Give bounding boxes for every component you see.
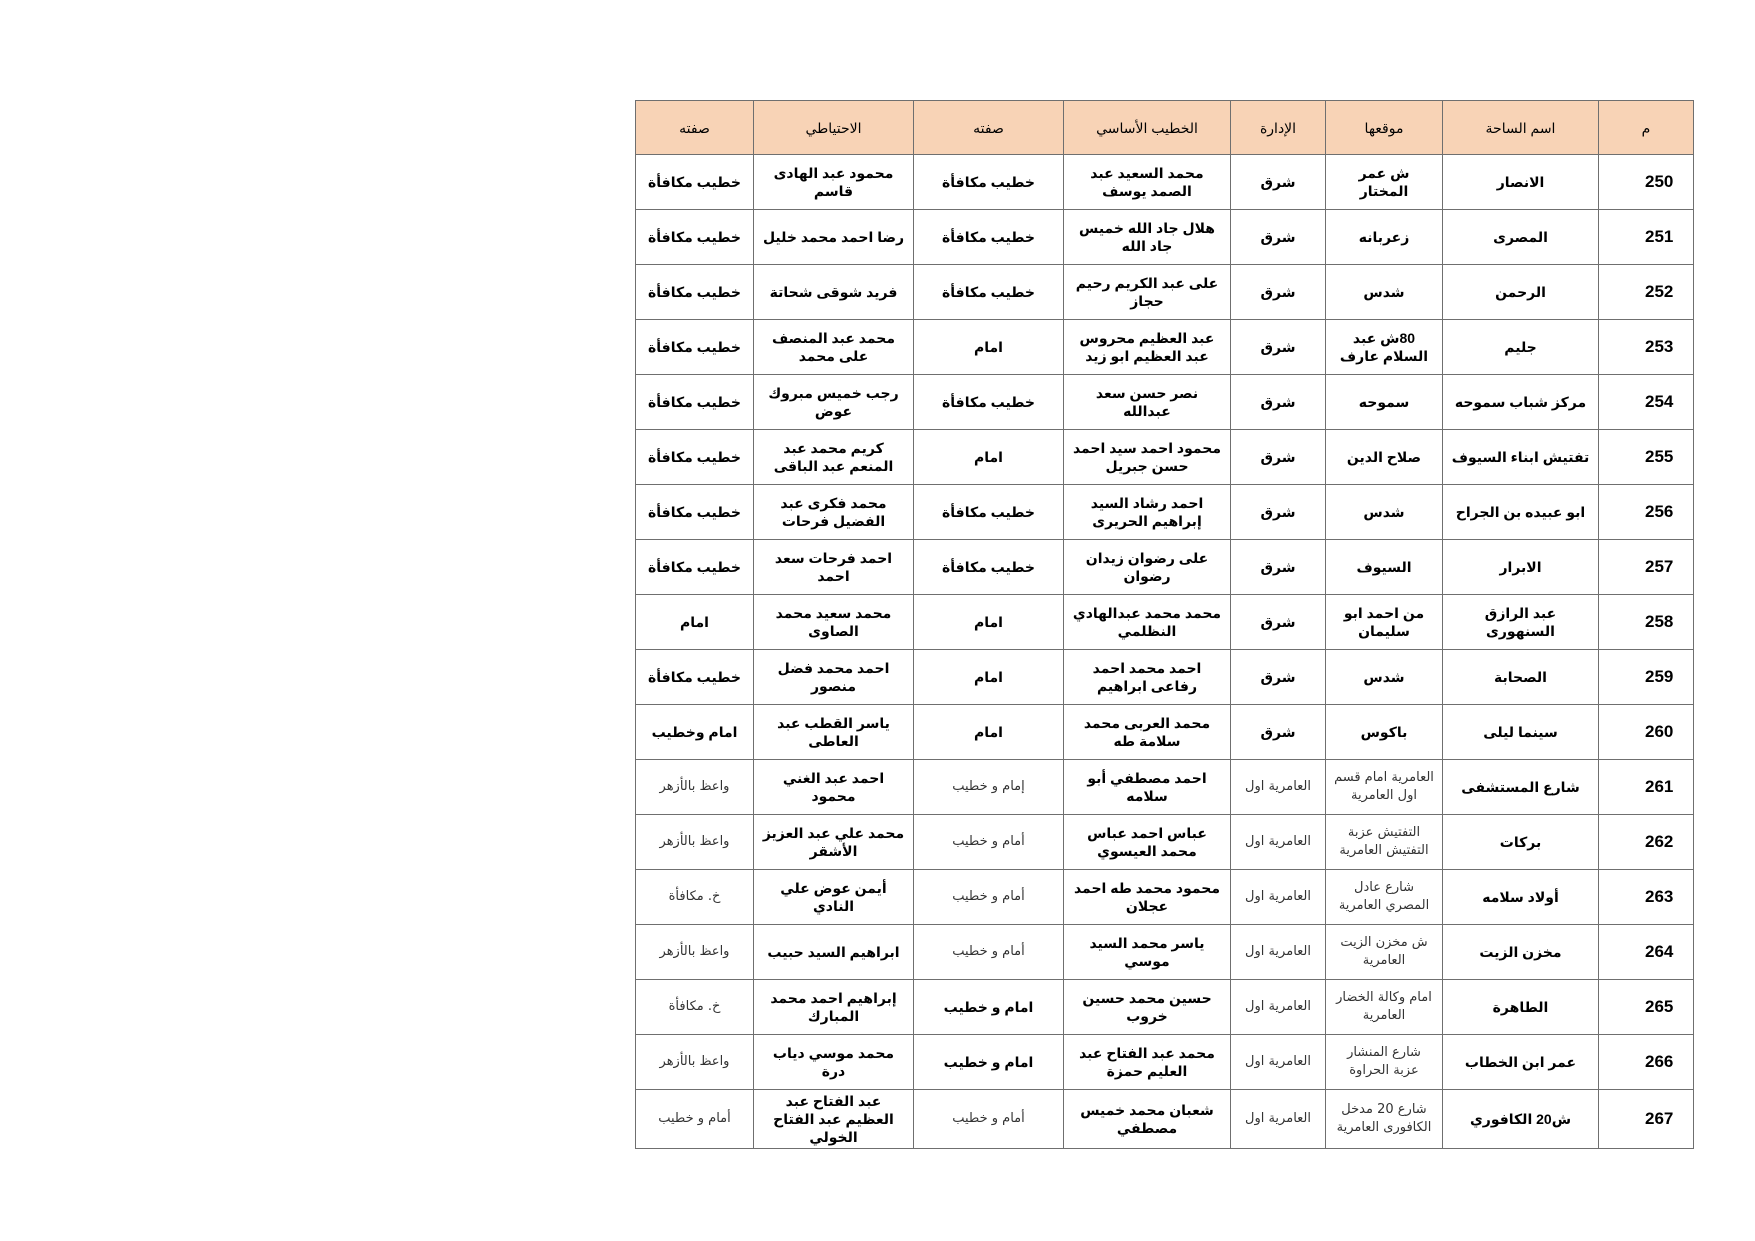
main-role-cell: إمام و خطيب bbox=[914, 760, 1064, 815]
backup-preacher-cell: محمد علي عبد العزيز الأشقر bbox=[754, 815, 914, 870]
location-cell: شارع عادل المصري العامرية bbox=[1326, 870, 1443, 925]
backup-role-cell: خطيب مكافأة bbox=[636, 485, 754, 540]
square-name-cell: الطاهرة bbox=[1443, 980, 1599, 1035]
administration-cell: شرق bbox=[1231, 210, 1326, 265]
header-backup-role: صفته bbox=[636, 101, 754, 155]
main-role-cell: خطيب مكافأة bbox=[914, 265, 1064, 320]
row-number bbox=[1599, 485, 1694, 540]
row-number bbox=[1599, 595, 1694, 650]
table-row bbox=[636, 1090, 1694, 1149]
table-row bbox=[636, 705, 1694, 760]
row-number-text: 263 bbox=[1645, 887, 1674, 906]
row-number bbox=[1599, 815, 1694, 870]
square-name-cell: مركز شباب سموحه bbox=[1443, 375, 1599, 430]
row-number bbox=[1599, 650, 1694, 705]
backup-role-cell: خطيب مكافأة bbox=[636, 320, 754, 375]
main-preacher-cell: ياسر محمد السيد موسي bbox=[1064, 925, 1231, 980]
location-cell: التفتيش عزبة التفتيش العامرية bbox=[1326, 815, 1443, 870]
square-name-cell: جليم bbox=[1443, 320, 1599, 375]
table-row bbox=[636, 925, 1694, 980]
table-body bbox=[636, 155, 1694, 1149]
table-row bbox=[636, 155, 1694, 210]
administration-cell: العامرية اول bbox=[1231, 1035, 1326, 1090]
row-number-text: 254 bbox=[1645, 392, 1674, 411]
row-number-text: 262 bbox=[1645, 832, 1674, 851]
administration-cell: شرق bbox=[1231, 540, 1326, 595]
row-number-text: 266 bbox=[1645, 1052, 1674, 1071]
row-number bbox=[1599, 540, 1694, 595]
main-preacher-cell: نصر حسن سعد عبدالله bbox=[1064, 375, 1231, 430]
square-name-cell: الرحمن bbox=[1443, 265, 1599, 320]
row-number-text: 264 bbox=[1645, 942, 1674, 961]
row-number-text: 257 bbox=[1645, 557, 1674, 576]
administration-cell: شرق bbox=[1231, 375, 1326, 430]
header-main-role: صفته bbox=[914, 101, 1064, 155]
location-cell: ش عمر المختار bbox=[1326, 155, 1443, 210]
row-number-text: 267 bbox=[1645, 1109, 1674, 1128]
backup-preacher-cell: رضا احمد محمد خليل bbox=[754, 210, 914, 265]
location-cell: شدس bbox=[1326, 650, 1443, 705]
square-name-cell: تفتيش ابناء السيوف bbox=[1443, 430, 1599, 485]
location-cell: صلاح الدين bbox=[1326, 430, 1443, 485]
backup-preacher-cell: فريد شوقى شحاتة bbox=[754, 265, 914, 320]
main-role-cell: أمام و خطيب bbox=[914, 925, 1064, 980]
row-number bbox=[1599, 870, 1694, 925]
square-name-cell: ش20 الكافوري bbox=[1443, 1090, 1599, 1149]
square-name-cell: مخزن الزيت bbox=[1443, 925, 1599, 980]
backup-preacher-cell: احمد فرحات سعد احمد bbox=[754, 540, 914, 595]
preachers-roster-table bbox=[635, 100, 1694, 1149]
backup-preacher-cell: إبراهيم احمد محمد المبارك bbox=[754, 980, 914, 1035]
backup-preacher-cell: محمد موسي دياب درة bbox=[754, 1035, 914, 1090]
row-number bbox=[1599, 430, 1694, 485]
header-administration: الإدارة bbox=[1231, 101, 1326, 155]
administration-cell: شرق bbox=[1231, 650, 1326, 705]
header-num: م bbox=[1599, 101, 1694, 155]
row-number bbox=[1599, 210, 1694, 265]
header-backup-preacher: الاحتياطي bbox=[754, 101, 914, 155]
main-preacher-cell: محمد عبد الفتاح عبد العليم حمزة bbox=[1064, 1035, 1231, 1090]
location-cell: ش مخزن الزيت العامرية bbox=[1326, 925, 1443, 980]
main-preacher-cell: شعبان محمد خميس مصطفي bbox=[1064, 1090, 1231, 1149]
backup-role-cell: واعظ بالأزهر bbox=[636, 815, 754, 870]
main-role-cell: امام bbox=[914, 320, 1064, 375]
backup-role-cell: امام bbox=[636, 595, 754, 650]
main-role-cell: امام و خطيب bbox=[914, 980, 1064, 1035]
row-number bbox=[1599, 1090, 1694, 1149]
main-role-cell: خطيب مكافأة bbox=[914, 485, 1064, 540]
row-number bbox=[1599, 265, 1694, 320]
square-name-cell: الانصار bbox=[1443, 155, 1599, 210]
main-preacher-cell: هلال جاد الله خميس جاد الله bbox=[1064, 210, 1231, 265]
administration-cell: شرق bbox=[1231, 485, 1326, 540]
location-cell: باكوس bbox=[1326, 705, 1443, 760]
row-number bbox=[1599, 320, 1694, 375]
table-row bbox=[636, 485, 1694, 540]
square-name-cell: المصرى bbox=[1443, 210, 1599, 265]
backup-preacher-cell: ياسر القطب عبد العاطى bbox=[754, 705, 914, 760]
row-number bbox=[1599, 1035, 1694, 1090]
backup-role-cell: واعظ بالأزهر bbox=[636, 925, 754, 980]
main-role-cell: امام bbox=[914, 595, 1064, 650]
backup-preacher-cell: محمد فكرى عبد الفضيل فرحات bbox=[754, 485, 914, 540]
table-row bbox=[636, 210, 1694, 265]
table-row bbox=[636, 815, 1694, 870]
main-preacher-cell: على رضوان زيدان رضوان bbox=[1064, 540, 1231, 595]
table-row bbox=[636, 980, 1694, 1035]
location-cell: العامرية امام قسم اول العامرية bbox=[1326, 760, 1443, 815]
main-role-cell: امام و خطيب bbox=[914, 1035, 1064, 1090]
row-number bbox=[1599, 925, 1694, 980]
header-row bbox=[636, 101, 1694, 155]
backup-preacher-cell: محمد سعيد محمد الصاوى bbox=[754, 595, 914, 650]
backup-preacher-cell: رجب خميس مبروك عوض bbox=[754, 375, 914, 430]
backup-role-cell: خطيب مكافأة bbox=[636, 210, 754, 265]
location-cell: شدس bbox=[1326, 265, 1443, 320]
main-preacher-cell: محمود محمد طه احمد عجلان bbox=[1064, 870, 1231, 925]
administration-cell: شرق bbox=[1231, 320, 1326, 375]
main-preacher-cell: احمد محمد احمد رفاعى ابراهيم bbox=[1064, 650, 1231, 705]
administration-cell: العامرية اول bbox=[1231, 760, 1326, 815]
backup-preacher-cell: عبد الفتاح عبد العظيم عبد الفتاح الخولي bbox=[754, 1090, 914, 1149]
administration-cell: العامرية اول bbox=[1231, 925, 1326, 980]
backup-preacher-cell: احمد عبد الغني محمود bbox=[754, 760, 914, 815]
backup-preacher-cell: ابراهيم السيد حبيب bbox=[754, 925, 914, 980]
backup-role-cell: امام وخطيب bbox=[636, 705, 754, 760]
main-role-cell: خطيب مكافأة bbox=[914, 210, 1064, 265]
main-preacher-cell: عبد العظيم محروس عبد العظيم ابو زيد bbox=[1064, 320, 1231, 375]
table-row bbox=[636, 540, 1694, 595]
main-preacher-cell: محمد محمد عبدالهادي النظلمي bbox=[1064, 595, 1231, 650]
square-name-cell: سينما ليلى bbox=[1443, 705, 1599, 760]
square-name-cell: ابو عبيده بن الجراح bbox=[1443, 485, 1599, 540]
row-number-text: 255 bbox=[1645, 447, 1674, 466]
main-role-cell: أمام و خطيب bbox=[914, 1090, 1064, 1149]
backup-role-cell: واعظ بالأزهر bbox=[636, 760, 754, 815]
backup-role-cell: خطيب مكافأة bbox=[636, 155, 754, 210]
main-preacher-cell: محمد العربى محمد سلامة طه bbox=[1064, 705, 1231, 760]
backup-role-cell: خطيب مكافأة bbox=[636, 430, 754, 485]
table-header bbox=[636, 101, 1694, 155]
row-number-text: 250 bbox=[1645, 172, 1674, 191]
table-row bbox=[636, 430, 1694, 485]
backup-role-cell: خطيب مكافأة bbox=[636, 540, 754, 595]
table-row bbox=[636, 320, 1694, 375]
main-role-cell: خطيب مكافأة bbox=[914, 155, 1064, 210]
row-number-text: 253 bbox=[1645, 337, 1674, 356]
row-number bbox=[1599, 980, 1694, 1035]
row-number bbox=[1599, 155, 1694, 210]
row-number bbox=[1599, 375, 1694, 430]
row-number-text: 256 bbox=[1645, 502, 1674, 521]
location-cell: سموحه bbox=[1326, 375, 1443, 430]
main-preacher-cell: محمد السعيد عبد الصمد يوسف bbox=[1064, 155, 1231, 210]
backup-role-cell: خطيب مكافأة bbox=[636, 265, 754, 320]
location-cell: من احمد ابو سليمان bbox=[1326, 595, 1443, 650]
row-number-text: 265 bbox=[1645, 997, 1674, 1016]
administration-cell: العامرية اول bbox=[1231, 980, 1326, 1035]
main-preacher-cell: احمد رشاد السيد إبراهيم الحريرى bbox=[1064, 485, 1231, 540]
location-cell: السيوف bbox=[1326, 540, 1443, 595]
header-location: موقعها bbox=[1326, 101, 1443, 155]
main-role-cell: امام bbox=[914, 430, 1064, 485]
main-preacher-cell: حسين محمد حسين خروب bbox=[1064, 980, 1231, 1035]
main-role-cell: خطيب مكافأة bbox=[914, 540, 1064, 595]
backup-role-cell: أمام و خطيب bbox=[636, 1090, 754, 1149]
table-row bbox=[636, 870, 1694, 925]
location-cell: امام وكالة الخضار العامرية bbox=[1326, 980, 1443, 1035]
backup-role-cell: خطيب مكافأة bbox=[636, 375, 754, 430]
square-name-cell: الصحابة bbox=[1443, 650, 1599, 705]
backup-preacher-cell: كريم محمد عبد المنعم عبد الباقى bbox=[754, 430, 914, 485]
main-preacher-cell: احمد مصطفي أبو سلامه bbox=[1064, 760, 1231, 815]
backup-preacher-cell: أيمن عوض علي النادي bbox=[754, 870, 914, 925]
square-name-cell: بركات bbox=[1443, 815, 1599, 870]
backup-role-cell: خ. مكافأة bbox=[636, 980, 754, 1035]
administration-cell: شرق bbox=[1231, 430, 1326, 485]
row-number bbox=[1599, 760, 1694, 815]
administration-cell: شرق bbox=[1231, 595, 1326, 650]
square-name-cell: أولاد سلامه bbox=[1443, 870, 1599, 925]
table-row bbox=[636, 760, 1694, 815]
backup-role-cell: واعظ بالأزهر bbox=[636, 1035, 754, 1090]
square-name-cell: عمر ابن الخطاب bbox=[1443, 1035, 1599, 1090]
administration-cell: العامرية اول bbox=[1231, 815, 1326, 870]
main-preacher-cell: على عبد الكريم رحيم حجاز bbox=[1064, 265, 1231, 320]
backup-preacher-cell: محمد عبد المنصف على محمد bbox=[754, 320, 914, 375]
table-row bbox=[636, 265, 1694, 320]
administration-cell: شرق bbox=[1231, 705, 1326, 760]
main-role-cell: امام bbox=[914, 650, 1064, 705]
table-row bbox=[636, 650, 1694, 705]
location-cell: شدس bbox=[1326, 485, 1443, 540]
main-role-cell: امام bbox=[914, 705, 1064, 760]
main-role-cell: أمام و خطيب bbox=[914, 870, 1064, 925]
administration-cell: العامرية اول bbox=[1231, 1090, 1326, 1149]
administration-cell: شرق bbox=[1231, 265, 1326, 320]
table-row bbox=[636, 375, 1694, 430]
header-square-name: اسم الساحة bbox=[1443, 101, 1599, 155]
square-name-cell: عبد الرازق السنهورى bbox=[1443, 595, 1599, 650]
location-cell: 80ش عبد السلام عارف bbox=[1326, 320, 1443, 375]
main-role-cell: أمام و خطيب bbox=[914, 815, 1064, 870]
table-row bbox=[636, 1035, 1694, 1090]
row-number-text: 258 bbox=[1645, 612, 1674, 631]
row-number-text: 251 bbox=[1645, 227, 1674, 246]
square-name-cell: شارع المستشفى bbox=[1443, 760, 1599, 815]
location-cell: شارع المنشار عزبة الحراوة bbox=[1326, 1035, 1443, 1090]
backup-preacher-cell: محمود عبد الهادى قاسم bbox=[754, 155, 914, 210]
location-cell: زعربانه bbox=[1326, 210, 1443, 265]
backup-role-cell: خ. مكافأة bbox=[636, 870, 754, 925]
square-name-cell: الابرار bbox=[1443, 540, 1599, 595]
row-number-text: 261 bbox=[1645, 777, 1674, 796]
administration-cell: شرق bbox=[1231, 155, 1326, 210]
row-number bbox=[1599, 705, 1694, 760]
header-main-preacher: الخطيب الأساسي bbox=[1064, 101, 1231, 155]
location-cell: شارع 20 مدخل الكافورى العامرية bbox=[1326, 1090, 1443, 1149]
main-preacher-cell: عباس احمد عباس محمد العيسوي bbox=[1064, 815, 1231, 870]
row-number-text: 259 bbox=[1645, 667, 1674, 686]
backup-role-cell: خطيب مكافأة bbox=[636, 650, 754, 705]
row-number-text: 252 bbox=[1645, 282, 1674, 301]
table-row bbox=[636, 595, 1694, 650]
backup-preacher-cell: احمد محمد فضل منصور bbox=[754, 650, 914, 705]
main-preacher-cell: محمود احمد سيد احمد حسن جبريل bbox=[1064, 430, 1231, 485]
administration-cell: العامرية اول bbox=[1231, 870, 1326, 925]
row-number-text: 260 bbox=[1645, 722, 1674, 741]
main-role-cell: خطيب مكافأة bbox=[914, 375, 1064, 430]
